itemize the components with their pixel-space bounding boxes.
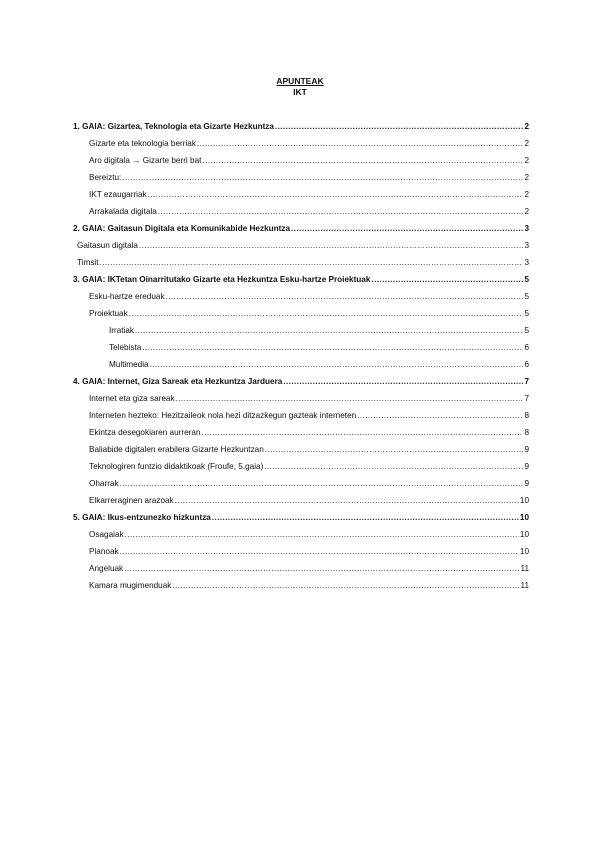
- toc-entry-label: Teknologiren funtzio didaktikoak (Froufe, 5.gaia): [89, 462, 264, 471]
- toc-entry-label: 4. GAIA: Internet, Giza Sareak eta Hezkuntza Jarduera: [73, 377, 283, 386]
- toc-entry[interactable]: [73, 455, 529, 472]
- toc-entry-label: Angeluak: [89, 564, 124, 573]
- toc-entry[interactable]: [73, 285, 529, 302]
- toc-page-number: 2: [524, 156, 529, 165]
- toc-leader-dots: [265, 445, 524, 455]
- toc-leader-dots: [148, 190, 524, 200]
- toc-leader-dots: [120, 479, 524, 489]
- toc-leader-dots: [202, 156, 523, 166]
- toc-entry[interactable]: [73, 353, 529, 370]
- toc-page-number: 11: [520, 564, 529, 573]
- toc-page-number: 2: [524, 122, 529, 131]
- toc-leader-dots: [129, 309, 524, 319]
- toc-leader-dots: [124, 564, 519, 574]
- toc-chapter-entry[interactable]: [73, 506, 529, 523]
- toc-leader-dots: [357, 411, 523, 421]
- toc-page-number: 9: [524, 445, 529, 454]
- toc-entry[interactable]: [73, 387, 529, 404]
- toc-leader-dots: [212, 513, 519, 523]
- toc-entry-label: Telebista: [109, 343, 142, 352]
- toc-entry[interactable]: [73, 234, 529, 251]
- toc-entry-label: Multimedia: [109, 360, 149, 369]
- toc-page-number: 10: [519, 513, 529, 522]
- toc-entry[interactable]: [73, 489, 529, 506]
- toc-page-number: 7: [524, 394, 529, 403]
- toc-entry-label: Proiektuak: [89, 309, 128, 318]
- toc-page-number: 5: [524, 275, 529, 284]
- toc-page-number: 5: [524, 292, 529, 301]
- toc-entry-label: Ekintza desegokiaren aurreran: [89, 428, 201, 437]
- toc-entry-label: IKT ezaugarriak: [89, 190, 147, 199]
- toc-entry-label: Timsit: [77, 258, 99, 267]
- toc-page-number: 10: [519, 496, 529, 505]
- toc-entry[interactable]: [73, 183, 529, 200]
- toc-entry-label: Gizarte eta teknologia berriak: [89, 139, 196, 148]
- toc-page-number: 7: [524, 377, 529, 386]
- toc-page-number: 9: [524, 462, 529, 471]
- toc-entry-label: 3. GAIA: IKTetan Oinarritutako Gizarte eta Hezkuntza Esku-hartze Proiektuak: [73, 275, 371, 284]
- toc-chapter-entry[interactable]: [73, 115, 529, 132]
- toc-chapter-entry[interactable]: [73, 217, 529, 234]
- toc-page-number: 8: [524, 411, 529, 420]
- toc-leader-dots: [122, 173, 523, 183]
- toc-leader-dots: [166, 292, 524, 302]
- toc-leader-dots: [197, 139, 523, 149]
- document-subtitle: IKT: [293, 87, 307, 97]
- toc-entry[interactable]: [73, 472, 529, 489]
- toc-page-number: 11: [520, 581, 529, 590]
- table-of-contents: [73, 115, 529, 591]
- toc-page-number: 5: [524, 326, 529, 335]
- toc-entry-label: 1. GAIA: Gizartea, Teknologia eta Gizarte Hezkuntza: [73, 122, 274, 131]
- toc-page-number: 3: [524, 258, 529, 267]
- toc-leader-dots: [135, 326, 523, 336]
- toc-entry-label: 2. GAIA: Gaitasun Digitala eta Komunikabide Hezkuntza: [73, 224, 291, 233]
- toc-entry[interactable]: [73, 149, 529, 166]
- toc-entry[interactable]: [73, 421, 529, 438]
- toc-entry[interactable]: [73, 319, 529, 336]
- toc-leader-dots: [371, 275, 523, 285]
- toc-page-number: 6: [524, 343, 529, 352]
- toc-entry-label: Oharrak: [89, 479, 119, 488]
- toc-leader-dots: [142, 343, 523, 353]
- toc-entry[interactable]: [73, 336, 529, 353]
- toc-page-number: 10: [519, 530, 529, 539]
- toc-entry[interactable]: [73, 404, 529, 421]
- toc-entry-label: Gaitasun digitala: [77, 241, 138, 250]
- toc-leader-dots: [175, 496, 519, 506]
- toc-leader-dots: [283, 377, 523, 387]
- toc-leader-dots: [291, 224, 523, 234]
- toc-leader-dots: [202, 428, 524, 438]
- toc-page-number: 2: [524, 190, 529, 199]
- toc-entry[interactable]: [73, 166, 529, 183]
- toc-page-number: 6: [524, 360, 529, 369]
- toc-leader-dots: [120, 547, 519, 557]
- toc-page-number: 8: [524, 428, 529, 437]
- document-title: APUNTEAK: [276, 76, 324, 86]
- toc-entry[interactable]: [73, 574, 529, 591]
- toc-entry-label: Elkarreraginen arazoak: [89, 496, 174, 505]
- toc-entry[interactable]: [73, 200, 529, 217]
- toc-entry-label: 5. GAIA: Ikus-entzunezko hizkuntza: [73, 513, 211, 522]
- toc-leader-dots: [275, 122, 523, 132]
- toc-entry-label: Bereiztu:: [89, 173, 122, 182]
- toc-page-number: 2: [524, 173, 529, 182]
- toc-leader-dots: [125, 530, 519, 540]
- toc-entry[interactable]: [73, 540, 529, 557]
- toc-entry[interactable]: [73, 438, 529, 455]
- toc-page-number: 2: [524, 207, 529, 216]
- toc-entry-label: Arrakalada digitala: [89, 207, 157, 216]
- toc-entry-label: Internet eta giza sareak: [89, 394, 175, 403]
- toc-page-number: 5: [524, 309, 529, 318]
- toc-entry-label: Planoak: [89, 547, 119, 556]
- toc-entry[interactable]: [73, 302, 529, 319]
- toc-leader-dots: [100, 258, 524, 268]
- toc-leader-dots: [264, 462, 523, 472]
- toc-leader-dots: [172, 581, 519, 591]
- toc-entry-label: Kamara mugimenduak: [89, 581, 172, 590]
- toc-entry[interactable]: [73, 132, 529, 149]
- toc-entry-label: Osagaiak: [89, 530, 124, 539]
- toc-leader-dots: [150, 360, 524, 370]
- toc-entry-label: Aro digitala → Gizarte berri bat: [89, 156, 202, 165]
- toc-leader-dots: [158, 207, 524, 217]
- toc-chapter-entry[interactable]: [73, 268, 529, 285]
- toc-chapter-entry[interactable]: [73, 370, 529, 387]
- toc-page-number: 2: [524, 139, 529, 148]
- toc-entry-label: Baliabide digitalen erabilera Gizarte Hezkuntzan: [89, 445, 264, 454]
- toc-leader-dots: [139, 241, 523, 251]
- toc-entry[interactable]: [73, 557, 529, 574]
- toc-entry-label: Irratiak: [109, 326, 135, 335]
- toc-page-number: 10: [519, 547, 529, 556]
- toc-entry-label: Interneten hezteko: Hezitzaileok nola hezi ditzazkegun gazteak interneten: [89, 411, 357, 420]
- toc-entry[interactable]: [73, 523, 529, 540]
- toc-page-number: 3: [524, 224, 529, 233]
- toc-page-number: 3: [524, 241, 529, 250]
- toc-entry[interactable]: [73, 251, 529, 268]
- toc-page-number: 9: [524, 479, 529, 488]
- toc-leader-dots: [176, 394, 524, 404]
- toc-entry-label: Esku-hartze ereduak: [89, 292, 165, 301]
